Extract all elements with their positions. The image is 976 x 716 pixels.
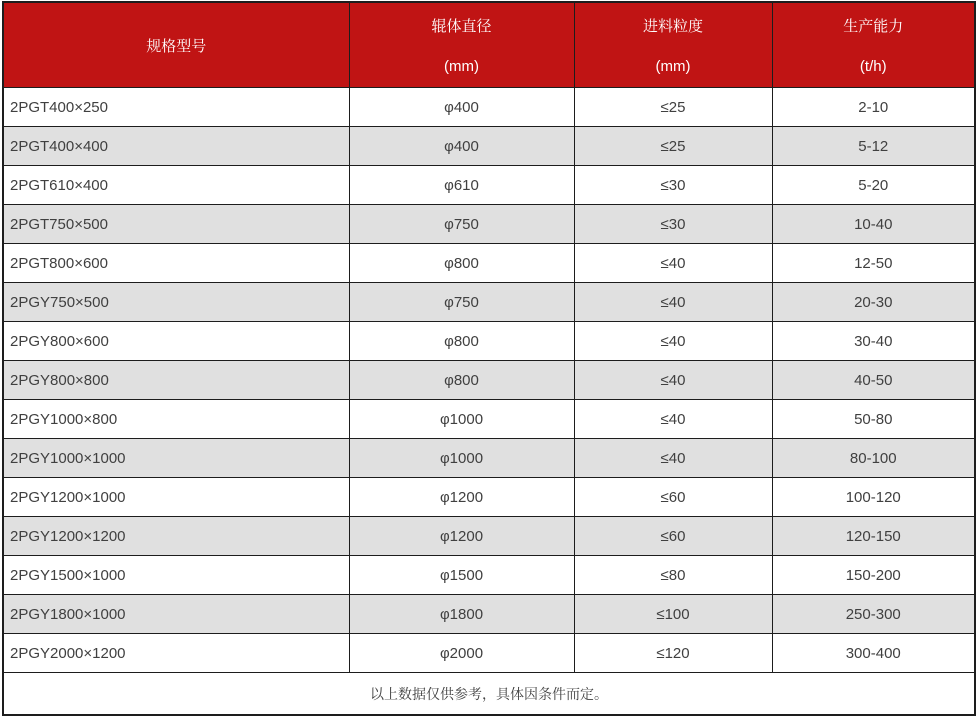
cell-capacity: 10-40	[772, 205, 975, 244]
cell-spec-model: 2PGY1800×1000	[3, 595, 349, 634]
table-row	[3, 595, 975, 634]
cell-feed-size: ≤40	[574, 322, 772, 361]
cell-capacity: 150-200	[772, 556, 975, 595]
table-body	[3, 88, 975, 673]
table-row	[3, 88, 975, 127]
cell-spec-model: 2PGY1200×1000	[3, 478, 349, 517]
cell-roller-diameter: φ800	[349, 244, 574, 283]
table-row	[3, 400, 975, 439]
cell-spec-model: 2PGY1000×800	[3, 400, 349, 439]
cell-capacity: 300-400	[772, 634, 975, 673]
footnote-row	[3, 673, 975, 716]
table-row	[3, 166, 975, 205]
cell-feed-size: ≤25	[574, 127, 772, 166]
cell-roller-diameter: φ800	[349, 322, 574, 361]
spec-table	[2, 1, 976, 716]
header-label: 规格型号	[146, 37, 207, 55]
table-row	[3, 478, 975, 517]
table-row	[3, 517, 975, 556]
cell-capacity: 5-12	[772, 127, 975, 166]
table-footnote: 以上数据仅供参考，具体因条件而定。	[3, 673, 975, 716]
table-row	[3, 634, 975, 673]
header-roller-diameter	[349, 2, 574, 88]
cell-spec-model: 2PGT750×500	[3, 205, 349, 244]
header-row	[3, 2, 975, 88]
cell-capacity: 50-80	[772, 400, 975, 439]
header-label: 辊体直径	[431, 18, 492, 35]
cell-capacity: 12-50	[772, 244, 975, 283]
cell-feed-size: ≤80	[574, 556, 772, 595]
cell-capacity: 100-120	[772, 478, 975, 517]
header-feed-size	[574, 2, 772, 88]
cell-feed-size: ≤60	[574, 478, 772, 517]
cell-roller-diameter: φ1500	[349, 556, 574, 595]
cell-roller-diameter: φ1000	[349, 439, 574, 478]
cell-roller-diameter: φ400	[349, 127, 574, 166]
cell-roller-diameter: φ800	[349, 361, 574, 400]
header-capacity	[772, 2, 975, 88]
cell-roller-diameter: φ1800	[349, 595, 574, 634]
cell-capacity: 2-10	[772, 88, 975, 127]
cell-capacity: 120-150	[772, 517, 975, 556]
table-row	[3, 361, 975, 400]
cell-roller-diameter: φ750	[349, 283, 574, 322]
cell-spec-model: 2PGT800×600	[3, 244, 349, 283]
cell-roller-diameter: φ400	[349, 88, 574, 127]
cell-feed-size: ≤25	[574, 88, 772, 127]
cell-roller-diameter: φ1000	[349, 400, 574, 439]
cell-capacity: 30-40	[772, 322, 975, 361]
cell-feed-size: ≤100	[574, 595, 772, 634]
table-row	[3, 283, 975, 322]
cell-feed-size: ≤40	[574, 244, 772, 283]
cell-feed-size: ≤30	[574, 205, 772, 244]
cell-roller-diameter: φ2000	[349, 634, 574, 673]
cell-spec-model: 2PGY2000×1200	[3, 634, 349, 673]
cell-feed-size: ≤40	[574, 400, 772, 439]
cell-capacity: 80-100	[772, 439, 975, 478]
cell-spec-model: 2PGY800×600	[3, 322, 349, 361]
table-row	[3, 244, 975, 283]
header-unit: (t/h)	[859, 58, 887, 75]
table-row	[3, 205, 975, 244]
cell-roller-diameter: φ1200	[349, 517, 574, 556]
table-row	[3, 127, 975, 166]
table-row	[3, 556, 975, 595]
cell-roller-diameter: φ750	[349, 205, 574, 244]
cell-capacity: 5-20	[772, 166, 975, 205]
cell-roller-diameter: φ1200	[349, 478, 574, 517]
cell-capacity: 20-30	[772, 283, 975, 322]
cell-capacity: 250-300	[772, 595, 975, 634]
cell-spec-model: 2PGY1000×1000	[3, 439, 349, 478]
cell-spec-model: 2PGT400×400	[3, 127, 349, 166]
cell-feed-size: ≤120	[574, 634, 772, 673]
cell-feed-size: ≤30	[574, 166, 772, 205]
cell-spec-model: 2PGY1200×1200	[3, 517, 349, 556]
cell-feed-size: ≤40	[574, 283, 772, 322]
table-foot	[3, 673, 975, 716]
cell-spec-model: 2PGT400×250	[3, 88, 349, 127]
cell-capacity: 40-50	[772, 361, 975, 400]
cell-feed-size: ≤40	[574, 439, 772, 478]
table-row	[3, 322, 975, 361]
header-label: 生产能力	[843, 18, 904, 35]
cell-spec-model: 2PGT610×400	[3, 166, 349, 205]
cell-feed-size: ≤40	[574, 361, 772, 400]
cell-spec-model: 2PGY800×800	[3, 361, 349, 400]
table-row	[3, 439, 975, 478]
cell-feed-size: ≤60	[574, 517, 772, 556]
cell-spec-model: 2PGY1500×1000	[3, 556, 349, 595]
table-header	[3, 2, 975, 88]
cell-roller-diameter: φ610	[349, 166, 574, 205]
header-unit: (mm)	[655, 58, 691, 75]
header-spec-model	[3, 2, 349, 88]
header-unit: (mm)	[444, 58, 479, 75]
cell-spec-model: 2PGY750×500	[3, 283, 349, 322]
header-label: 进料粒度	[642, 18, 703, 35]
